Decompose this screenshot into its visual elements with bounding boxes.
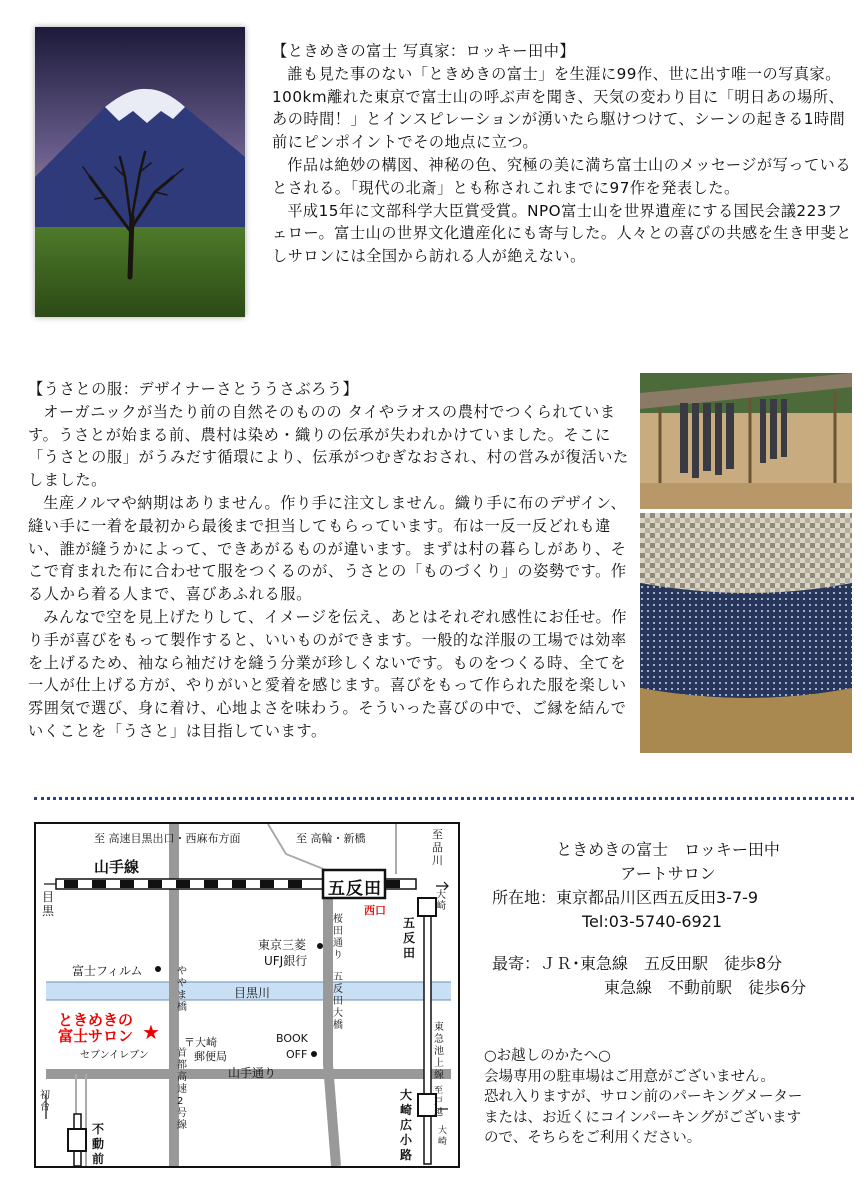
osaki-hirokoji-label: 大崎広小路	[400, 1088, 413, 1162]
fuji-film-label: 富士フィルム	[72, 964, 143, 978]
parking-notice	[484, 1046, 854, 1149]
notice-line: 恐れ入りますが、サロン前のパーキングメーター	[484, 1089, 803, 1105]
photographer-paragraph: 誰も見た事のない「ときめきの富士」を生涯に99作、世に出す唯一の写真家。100km離れた東京で富士山の呼ぶ声を聞き、天気の変わり目に「明日あの場所、あの時間！」とインスピレーションが湧いたら駆けつけて、シーンの起きる1時間前にピンポイントでその地点に立つ。	[272, 64, 846, 152]
book-off-label-1: BOOK	[276, 1032, 308, 1045]
gotanda-station-label: 五反田	[328, 879, 382, 899]
salon-title-line2: アートサロン	[620, 864, 716, 883]
post-office-label-2: 郵便局	[194, 1050, 227, 1063]
notice-line: または、お近くにコインパーキングがございます	[484, 1109, 802, 1126]
map-label-osaki-top: 大崎	[436, 890, 446, 912]
ufj-bank-label: UFJ銀行	[264, 954, 308, 968]
map-label-yamanote: 山手線	[94, 858, 140, 876]
photographer-heading: 【ときめきの富士 写真家：ロッキー田中】	[272, 42, 576, 60]
book-off-label-2: OFF	[286, 1048, 308, 1061]
map-label-meguro: 目黒	[42, 890, 55, 918]
salon-label-line2: 富士サロン	[58, 1027, 134, 1045]
tokyu-ikegami-label: 東急池上線	[434, 1022, 444, 1081]
shuto-label: 首都高速2号線	[177, 1048, 187, 1131]
usato-paragraph: 生産ノルマや納期はありません。作り手に注文しません。織り手に布のデザイン、縫い手に一着を最初から最後まで担当してもらっています。布は一反一反どれも違い、誰が縫うかによって、できあがるものが違います。まずは村の暮らしがあり、そこで育まれた布に合わせて服をつくるのが、うさとの「ものづくり」の姿勢です。作る人から着る人まで、喜びあふれる服。	[28, 493, 627, 604]
salon-tel: Tel:03-5740-6921	[582, 912, 723, 931]
salon-address: 所在地：東京都品川区西五反田3-7-9	[492, 888, 759, 907]
salon-star-icon: ★	[142, 1020, 160, 1044]
yamate-dori-label: 山手通り	[228, 1066, 277, 1080]
usato-heading: 【うさとの服：デザイナーさとううさぶろう】	[28, 380, 359, 398]
photographer-paragraph: 平成15年に文部科学大臣賞受賞。NPO富士山を世界遺産にする国民会議223フェロー。富士山の世界文化遺産化にも寄与した。人々との喜びの共感を生き甲斐としサロンには全国から訪れる人が絶えない。	[272, 201, 852, 266]
usato-section	[28, 378, 636, 743]
tokyo-mitsubishi-label: 東京三菱	[258, 938, 307, 952]
sakurada-dori-label: 桜田通り	[333, 914, 343, 961]
map-label-hatsudai: 初台	[40, 1090, 50, 1113]
map-label-osaki-bottom: 大崎	[438, 1126, 448, 1147]
access-map	[34, 822, 460, 1168]
nishiguchi-label: 西口	[364, 904, 386, 917]
woven-fabric-photo	[640, 513, 852, 753]
notice-line: 会場専用の駐車場はご用意がございません。	[484, 1068, 775, 1085]
fudomae-label: 不動前	[92, 1122, 105, 1166]
usato-paragraph: みんなで空を見上げたりして、イメージを伝え、あとはそれぞれ感性にお任せ。作り手が喜びをもって製作すると、いいものができます。一般的な洋服の工場では効率を上げるため、袖なら袖だけを縫う分業が珍しくないです。ものをつくる時、全てを一人が仕上げる方が、やりがいと愛着を感じます。喜びをもって作られた服を楽しい雰囲気で選び、身に着け、心地よさを味わう。そういった喜びの中で、ご縁を結んでいくことを「うさと」は目指しています。	[28, 607, 628, 740]
salon-label-line1: ときめきの	[58, 1011, 134, 1029]
map-label-togoshi: 至戸越	[434, 1086, 444, 1118]
salon-location	[58, 1012, 133, 1044]
access-line2: 東急線 不動前駅 徒歩6分	[604, 978, 807, 997]
seven-eleven-label: セブンイレブン	[80, 1050, 149, 1061]
map-label-takanawa: 至 高輪・新橋	[296, 832, 366, 845]
yarn-drying-photo	[640, 373, 852, 509]
photographer-section	[272, 40, 852, 268]
salon-info	[478, 838, 858, 1000]
access-line1: 最寄：ＪＲ･東急線 五反田駅 徒歩8分	[492, 954, 783, 973]
map-label-shinagawa: 至品川	[432, 828, 443, 867]
mount-fuji-photo	[35, 27, 245, 317]
post-office-label-1: 〒大崎	[184, 1036, 217, 1049]
gotanda-ohashi-label: 五反田大橋	[333, 972, 343, 1031]
notice-heading: ○お越しのかたへ○	[484, 1048, 611, 1064]
salon-title-line1: ときめきの富士 ロッキー田中	[556, 840, 780, 859]
meguro-river-label: 目黒川	[234, 986, 271, 1000]
map-label-west: 至 高速目黒出口・西麻布方面	[94, 832, 241, 845]
usato-paragraph: オーガニックが当たり前の自然そのものの タイやラオスの農村でつくられています。うさとが始まる前、農村は染め・織りの伝承が失われかけていました。そこに「うさとの服」がうみだす循環により、伝承がつむぎなおされ、村の営みが復活いたしました。	[28, 402, 629, 490]
photographer-paragraph: 作品は絶妙の構図、神秘の色、究極の美に満ち富士山のメッセージが写っているとされる。「現代の北斎」とも称されこれまでに97作を発表した。	[272, 155, 852, 197]
notice-line: ので、そちらをご利用ください。	[484, 1130, 702, 1146]
section-divider	[34, 797, 854, 800]
map-label-gotanda-vertical: 五反田	[403, 916, 416, 960]
yayama-bashi-label: ややま橋	[177, 966, 187, 1013]
